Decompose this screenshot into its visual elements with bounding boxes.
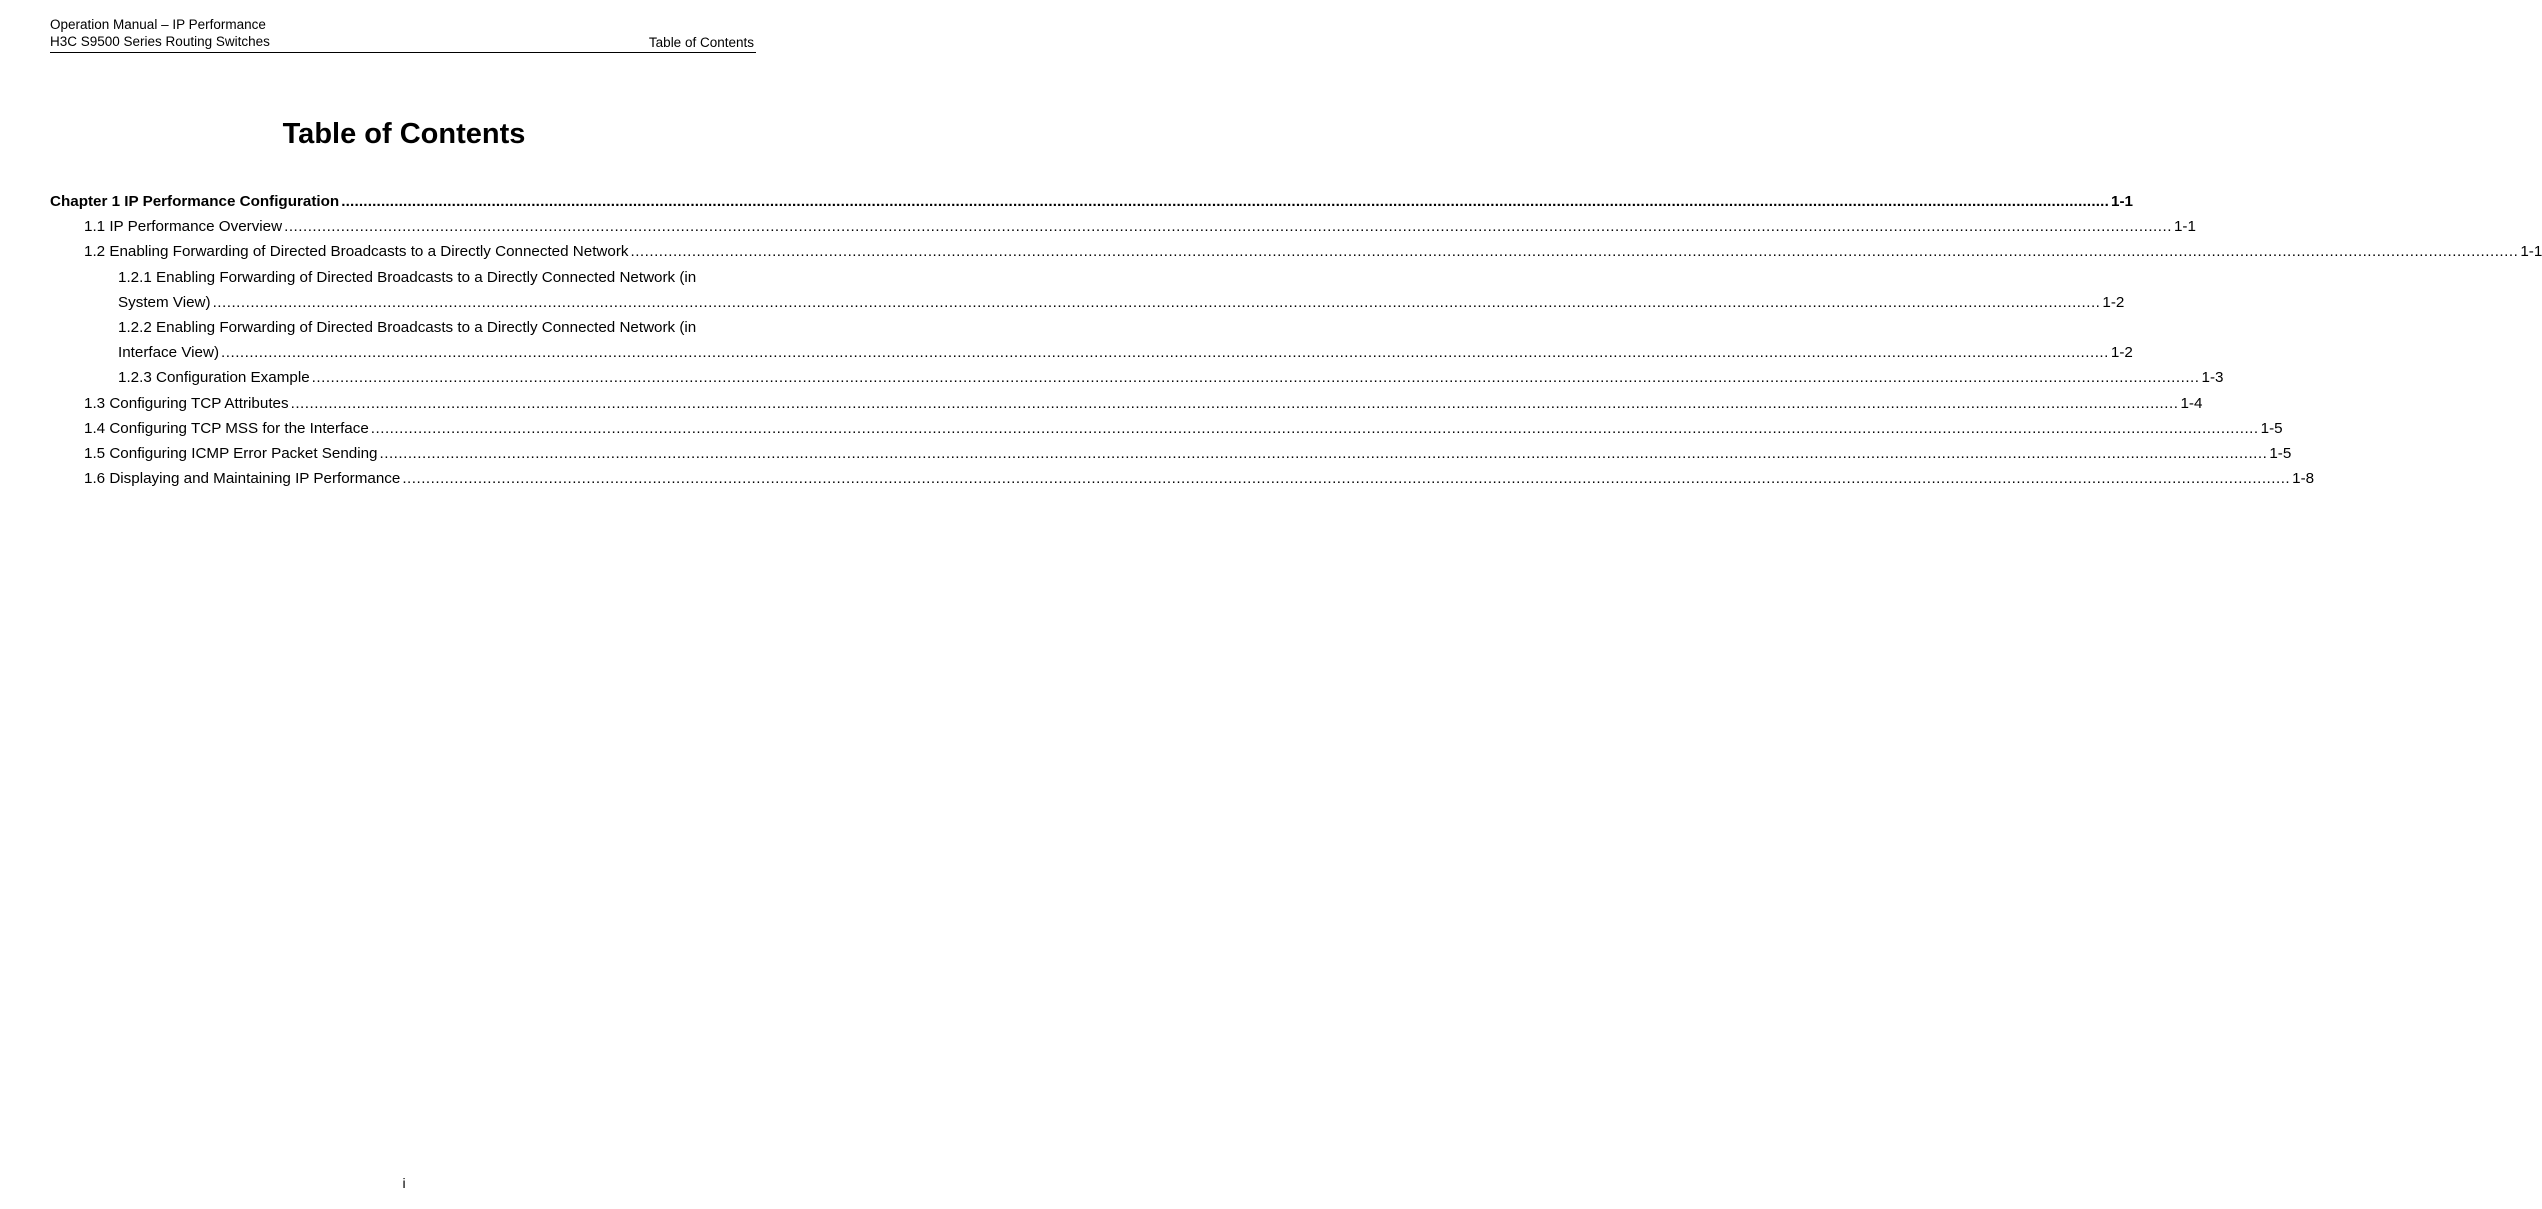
toc-entry[interactable]	[50, 416, 2283, 441]
toc-leader-dots: ................................................................................................................................................................................................................................................................................................................................................................................................................	[341, 193, 2110, 210]
toc-leader-dots: ................................................................................................................................................................................................................................................................................................................................................................................................................	[212, 293, 2101, 311]
toc-entry[interactable]	[50, 315, 2133, 365]
toc-entry-page: 1-5	[2269, 445, 2292, 463]
toc-entry-page: 1-3	[2201, 369, 2224, 387]
toc-entry-title: 1.2 Enabling Forwarding of Directed Broadcasts to a Directly Connected Network	[84, 243, 629, 261]
toc-leader-dots: ................................................................................................................................................................................................................................................................................................................................................................................................................	[284, 218, 2172, 236]
toc-entry-title: 1.4 Configuring TCP MSS for the Interface	[84, 419, 369, 437]
toc-leader-dots: ................................................................................................................................................................................................................................................................................................................................................................................................................	[402, 470, 2291, 488]
toc-entry-title-line1: 1.2.2 Enabling Forwarding of Directed Broadcasts to a Directly Connected Network (in	[118, 319, 697, 337]
toc-entry-title: 1.3 Configuring TCP Attributes	[84, 394, 289, 412]
toc-entry-row	[84, 214, 2196, 239]
toc-entry-row	[118, 340, 2133, 365]
page-title: Table of Contents	[282, 118, 526, 150]
toc-entry-row	[84, 391, 2203, 416]
header-section-name: Table of Contents	[648, 35, 754, 50]
toc-entry[interactable]	[50, 265, 2125, 315]
toc-leader-dots: ................................................................................................................................................................................................................................................................................................................................................................................................................	[630, 243, 2519, 261]
toc-leader-dots: ................................................................................................................................................................................................................................................................................................................................................................................................................	[221, 344, 2109, 362]
toc-entry-title: 1.5 Configuring ICMP Error Packet Sending	[84, 445, 378, 463]
table-of-contents	[50, 189, 2542, 491]
toc-entry-page: 1-2	[2102, 293, 2125, 311]
toc-entry-row	[84, 416, 2283, 441]
toc-entry-page: 1-1	[2173, 218, 2196, 236]
toc-entry-row	[118, 365, 2224, 390]
toc-entry-page: 1-8	[2292, 470, 2315, 488]
toc-entry-title: Interface View)	[118, 344, 220, 362]
page-number: i	[402, 1175, 406, 1191]
toc-entry[interactable]	[50, 391, 2203, 416]
toc-entry-title: System View)	[118, 293, 211, 311]
toc-entry-title: 1.6 Displaying and Maintaining IP Performance	[84, 470, 401, 488]
page-header	[50, 16, 756, 53]
toc-entry-row	[84, 441, 2292, 466]
toc-entry-title: 1.1 IP Performance Overview	[84, 218, 283, 236]
toc-entry-row	[118, 290, 2125, 315]
header-manual-title: Operation Manual – IP Performance	[50, 17, 266, 32]
toc-entry-title: 1.2.3 Configuration Example	[118, 369, 310, 387]
toc-entry-page: 1-5	[2260, 419, 2283, 437]
toc-entry[interactable]	[50, 214, 2196, 239]
toc-entry-page: 1-1	[2520, 243, 2542, 261]
toc-entry-page: 1-4	[2180, 394, 2203, 412]
toc-entry[interactable]	[50, 466, 2315, 491]
toc-entry-title: Chapter 1 IP Performance Configuration	[50, 193, 340, 210]
toc-entry[interactable]	[50, 365, 2224, 390]
toc-leader-dots: ................................................................................................................................................................................................................................................................................................................................................................................................................	[379, 445, 2268, 463]
toc-entry-page: 1-1	[2111, 193, 2133, 210]
header-product-name: H3C S9500 Series Routing Switches	[50, 34, 270, 49]
toc-entry[interactable]	[50, 189, 2133, 214]
toc-leader-dots: ................................................................................................................................................................................................................................................................................................................................................................................................................	[370, 419, 2259, 437]
toc-entry-title-line1: 1.2.1 Enabling Forwarding of Directed Broadcasts to a Directly Connected Network (in	[118, 268, 697, 286]
toc-leader-dots: ................................................................................................................................................................................................................................................................................................................................................................................................................	[290, 394, 2179, 412]
toc-entry-row	[84, 239, 2542, 264]
toc-entry-row	[84, 466, 2315, 491]
toc-entry[interactable]	[50, 239, 2542, 264]
toc-leader-dots: ................................................................................................................................................................................................................................................................................................................................................................................................................	[311, 369, 2200, 387]
toc-entry-row	[50, 189, 2133, 214]
toc-entry-page: 1-2	[2110, 344, 2133, 362]
toc-entry[interactable]	[50, 441, 2292, 466]
